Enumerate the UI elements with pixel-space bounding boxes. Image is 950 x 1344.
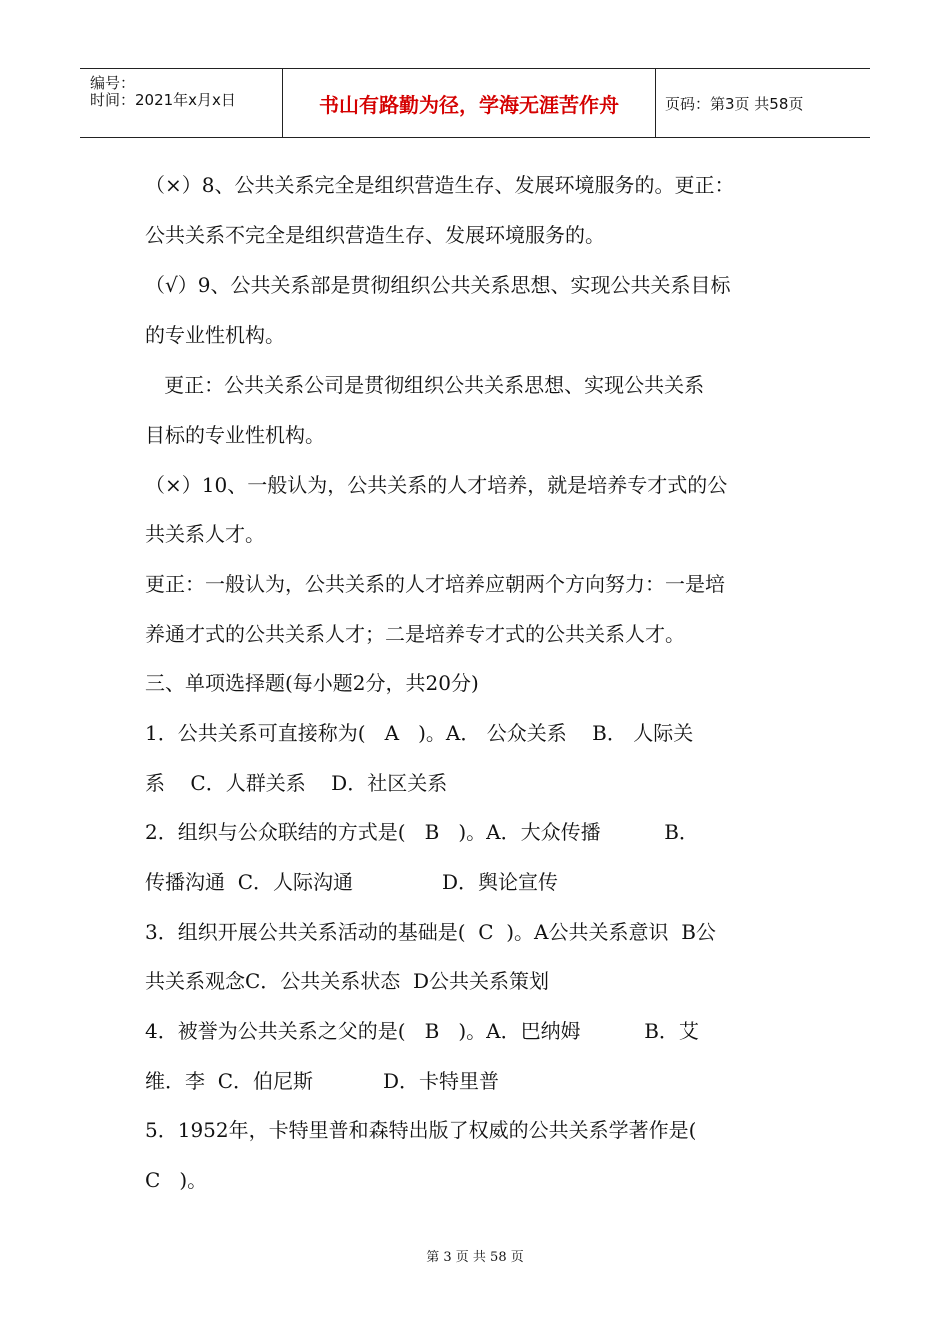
page-header-table (80, 68, 870, 138)
text-line: 公共关系不完全是组织营造生存、发展环境服务的。 (145, 223, 605, 247)
header-page-number: 页码：第3页 共58页 (665, 94, 804, 113)
text-line: （√）9、公共关系部是贯彻组织公共关系思想、实现公共关系目标 (145, 273, 731, 297)
text-line: （×）10、一般认为，公共关系的人才培养，就是培养专才式的公 (145, 473, 728, 497)
question-line: 4．被誉为公共关系之父的是( B )。A．巴纳姆 B．艾 (145, 1019, 699, 1043)
text-line: 共关系人才。 (145, 522, 265, 546)
question-line: 2．组织与公众联结的方式是( B )。A．大众传播 B． (145, 820, 699, 844)
question-line: 1．公共关系可直接称为( A )。A． 公众关系 B． 人际关 (145, 721, 694, 745)
document-time-label: 时间：2021年x月x日 (90, 91, 236, 109)
question-line: 维．李 C．伯尼斯 D．卡特里普 (145, 1069, 499, 1093)
question-line: 5．1952年，卡特里普和森特出版了权威的公共关系学著作是( (145, 1118, 697, 1142)
question-line: 传播沟通 C．人际沟通 D．舆论宣传 (145, 870, 559, 894)
header-info-cell (80, 69, 282, 137)
document-number-label: 编号： (90, 74, 136, 92)
header-motto: 书山有路勤为径，学海无涯苦作舟 (319, 92, 619, 117)
text-line: 目标的专业性机构。 (145, 423, 325, 447)
text-line: 更正：公共关系公司是贯彻组织公共关系思想、实现公共关系 (145, 373, 705, 397)
question-line: 系 C．人群关系 D．社区关系 (145, 771, 448, 795)
question-line: 共关系观念C．公共关系状态 D公共关系策划 (145, 969, 550, 993)
page-footer: 第 3 页 共 58 页 (426, 1250, 524, 1265)
text-line: 养通才式的公共关系人才；二是培养专才式的公共关系人才。 (145, 622, 685, 646)
section-heading: 三、单项选择题(每小题2分，共20分) (145, 671, 479, 695)
question-line: C )。 (145, 1168, 208, 1192)
text-line: 更正：一般认为，公共关系的人才培养应朝两个方向努力：一是培 (145, 572, 725, 596)
question-line: 3．组织开展公共关系活动的基础是( C )。A公共关系意识 B公 (145, 920, 716, 944)
text-line: （×）8、公共关系完全是组织营造生存、发展环境服务的。更正： (145, 173, 735, 197)
text-line: 的专业性机构。 (145, 323, 285, 347)
